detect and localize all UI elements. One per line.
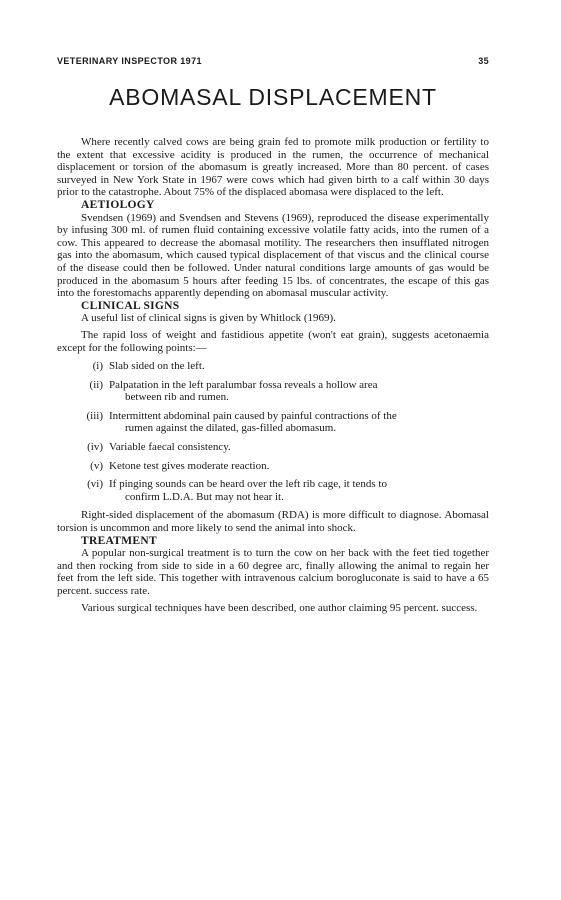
running-header <box>57 56 489 66</box>
list-item-number: (iv) <box>87 441 103 454</box>
clinical-signs-heading: CLINICAL SIGNS <box>81 299 180 312</box>
clinical-points-list <box>57 360 489 503</box>
article-body <box>57 136 489 614</box>
treatment-paragraph-2: Various surgical techniques have been described, one author claiming 95 percent. success. <box>81 601 478 614</box>
list-item-text: Slab sided on the left. <box>109 360 205 373</box>
list-item-text: Palpatation in the left paralumbar fossa reveals a hollow area between rib and rumen. <box>109 378 378 404</box>
list-item-number: (vi) <box>87 478 103 491</box>
list-item-text: Ketone test gives moderate reaction. <box>109 459 270 472</box>
list-item <box>57 441 489 454</box>
list-item <box>57 360 489 373</box>
list-item-number: (ii) <box>89 378 103 391</box>
list-item <box>57 410 489 435</box>
list-item-text: If pinging sounds can be heard over the left rib cage, it tends to confirm L.D.A. But may not hear it. <box>109 478 387 503</box>
treatment-heading: TREATMENT <box>81 534 157 547</box>
aetiology-paragraph: Svendsen (1969) and Svendsen and Stevens (1969), reproduced the disease experimentally by infusing 300 ml. of rumen fluid containing excessive volatile fatty acids, into the rumen of a cow. This appeared to decrease the abomasal motility. The researchers then insufflated nitrogen gas into the abomasum, which caused typical displacement of that viscus and the clinical course of the disease could then be followed. Under natural conditions large amounts of gas would be produced in the abomasum 5 hours after feeding 15 lbs. of concentrates, the escape of this gas into the forestomachs apparently depending on abomasal muscular activity. <box>57 211 489 300</box>
list-item-number: (iii) <box>86 409 103 422</box>
list-item-number: (i) <box>92 360 103 373</box>
list-item <box>57 460 489 473</box>
aetiology-heading: AETIOLOGY <box>81 198 155 211</box>
rda-paragraph: Right-sided displacement of the abomasum (RDA) is more difficult to diagnose. Abomasal torsion is uncommon and more likely to send the animal into shock. <box>57 509 489 535</box>
list-item-number: (v) <box>90 459 103 472</box>
treatment-paragraph-1: A popular non-surgical treatment is to turn the cow on her back with the feet tied together and then rocking from side to side in a 60 degree arc, finally allowing the animal to regain her feet from the left side. This together with intravenous calcium borogluconate is said to have a 65 percent. success rate. <box>57 547 489 597</box>
intro-paragraph: Where recently calved cows are being grain fed to promote milk production or fertility to the extent that excessive acidity is produced in the rumen, the occurrence of mechanical displacement or torsion of the abomasum is greatly increased. More than 80 percent. of cases surveyed in New York State in 1967 were cows which had given birth to a calf within 30 days prior to the catastrophe. About 75% of the displaced abomasa were displaced to the left. <box>57 136 489 199</box>
clinical-signs-intro: A useful list of clinical signs is given by Whitlock (1969). <box>81 312 336 325</box>
page-number: 35 <box>478 56 489 66</box>
list-item <box>57 379 489 404</box>
list-item-text: Intermittent abdominal pain caused by painful contractions of the rumen against the dilated, gas-filled abomasum. <box>109 409 397 435</box>
list-item-text: Variable faecal consistency. <box>109 441 231 454</box>
clinical-signs-summary: The rapid loss of weight and fastidious appetite (won't eat grain), suggests acetonaemia except for the following points:— <box>57 328 489 354</box>
list-item <box>57 478 489 503</box>
journal-name: VETERINARY INSPECTOR 1971 <box>57 56 202 66</box>
article-title: ABOMASAL DISPLACEMENT <box>109 84 437 110</box>
